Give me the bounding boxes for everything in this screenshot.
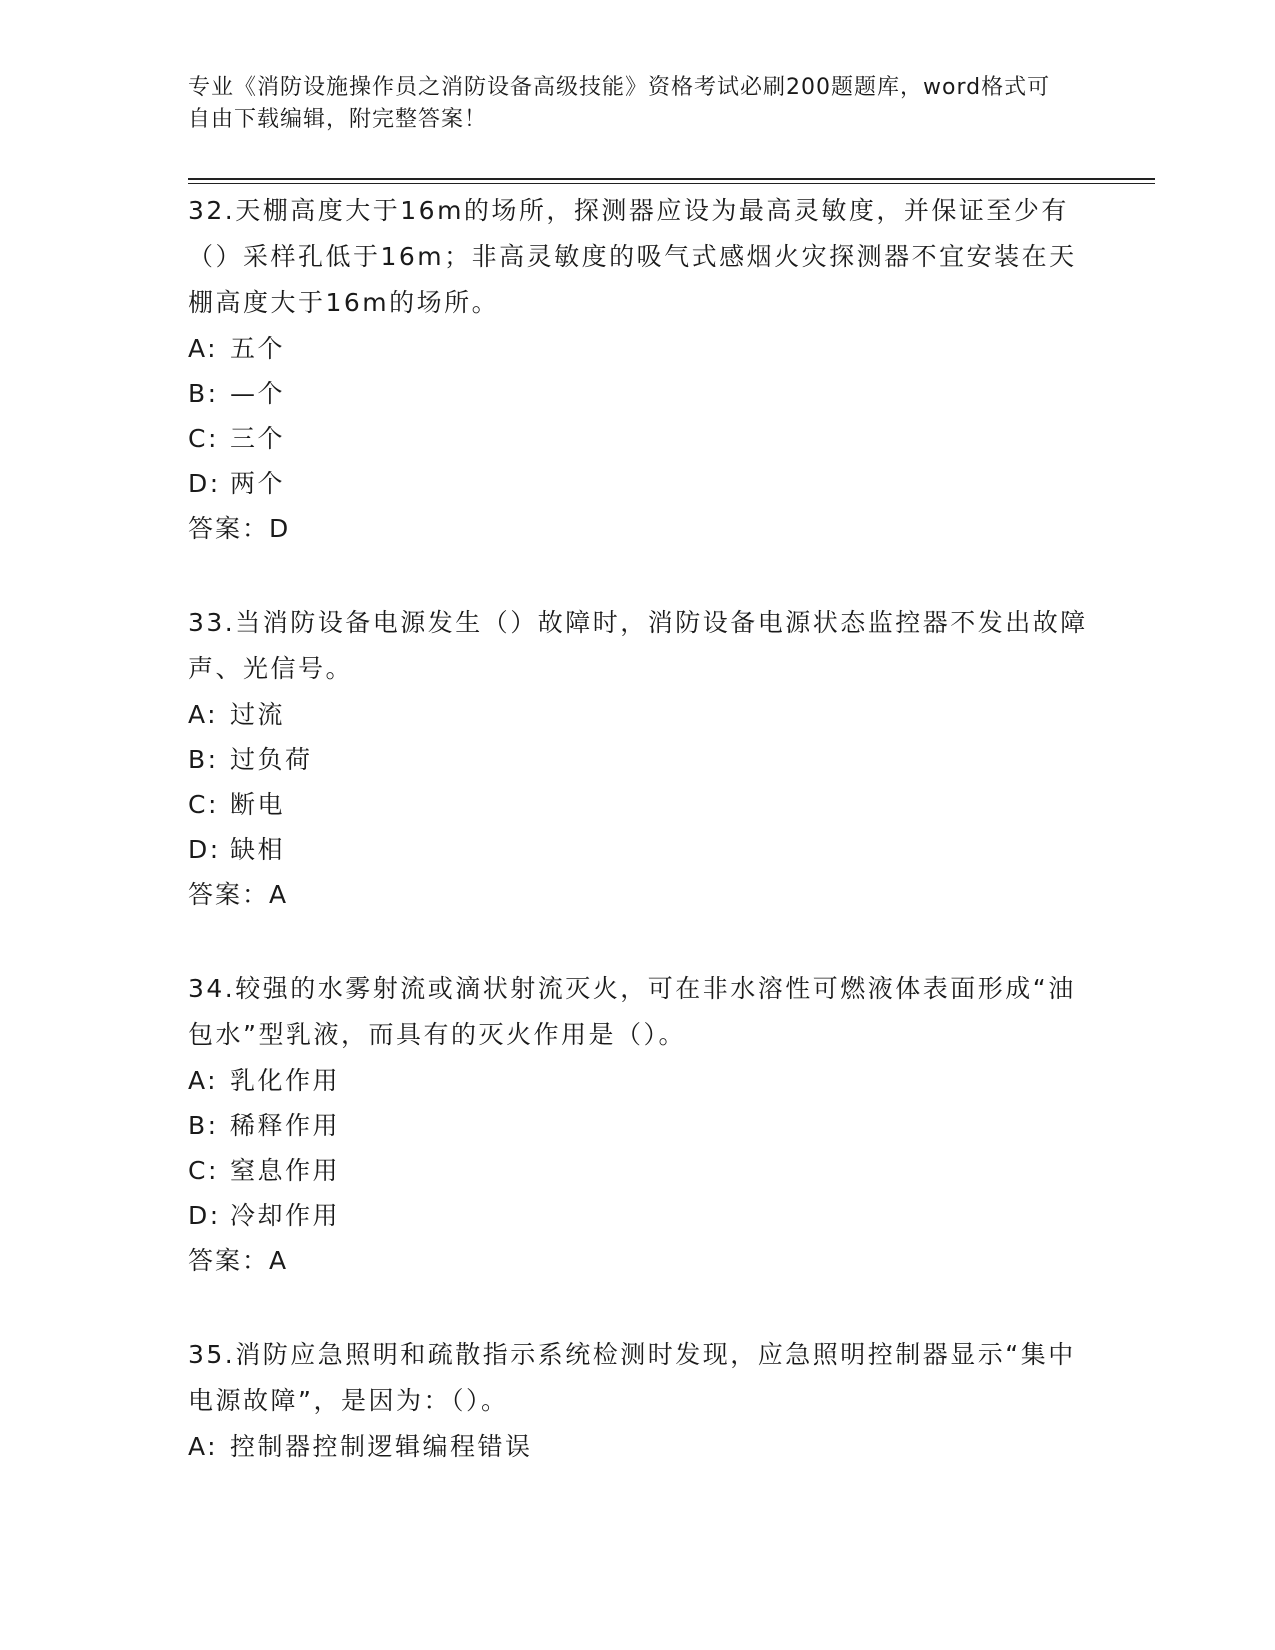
option-key: D: [188,835,221,864]
option-key: C: [188,1156,219,1185]
option-d [188,461,1088,506]
option-text: 缺相 [230,835,286,864]
option-text: 断电 [230,790,286,819]
option-key: A: [188,334,219,363]
answer-line: 答案：A [188,880,289,909]
option-key: C: [188,790,219,819]
option-a [188,1424,1088,1469]
option-a [188,1058,1088,1103]
question-text: 35.消防应急照明和疏散指示系统检测时发现，应急照明控制器显示“集中电源故障”，是因为：（）。 [188,1340,1076,1415]
question-text: 32.天棚高度大于16m的场所，探测器应设为最高灵敏度，并保证至少有（）采样孔低于16m；非高灵敏度的吸气式感烟火灾探测器不宜安装在天棚高度大于16m的场所。 [188,196,1077,317]
option-text: 窒息作用 [230,1156,341,1185]
option-text: 乳化作用 [230,1066,341,1095]
option-text: 冷却作用 [230,1201,341,1230]
option-text: 五个 [230,334,286,363]
option-b [188,371,1088,416]
option-text: 控制器控制逻辑编程错误 [230,1432,533,1461]
option-key: A: [188,700,219,729]
option-text: 稀释作用 [230,1111,341,1140]
option-text: 过流 [230,700,286,729]
document-header: 专业《消防设施操作员之消防设备高级技能》资格考试必刷200题题库，word格式可自由下载编辑，附完整答案！ [188,75,1051,132]
question-32 [188,188,1088,552]
option-key: C: [188,424,219,453]
question-34 [188,966,1088,1284]
option-c [188,782,1088,827]
header-divider-thick [188,178,1155,180]
header-divider-thin [188,183,1155,184]
option-text: 过负荷 [230,745,313,774]
answer-line: 答案：A [188,1246,289,1275]
option-c [188,416,1088,461]
option-a [188,692,1088,737]
option-key: A: [188,1432,219,1461]
option-key: D: [188,1201,221,1230]
question-35 [188,1332,1088,1469]
option-key: B: [188,379,219,408]
option-text: —个 [230,379,286,408]
option-text: 三个 [230,424,286,453]
option-key: D: [188,469,221,498]
question-text: 33.当消防设备电源发生（）故障时，消防设备电源状态监控器不发出故障声、光信号。 [188,608,1088,683]
option-b [188,1103,1088,1148]
question-list [188,188,1088,1517]
option-key: A: [188,1066,219,1095]
option-c [188,1148,1088,1193]
question-text: 34.较强的水雾射流或滴状射流灭火，可在非水溶性可燃液体表面形成“油包水”型乳液，而具有的灭火作用是（）。 [188,974,1076,1049]
option-b [188,737,1088,782]
option-a [188,326,1088,371]
option-key: B: [188,1111,219,1140]
option-d [188,1193,1088,1238]
option-d [188,827,1088,872]
answer-line: 答案：D [188,514,291,543]
option-key: B: [188,745,219,774]
question-33 [188,600,1088,918]
option-text: 两个 [230,469,286,498]
